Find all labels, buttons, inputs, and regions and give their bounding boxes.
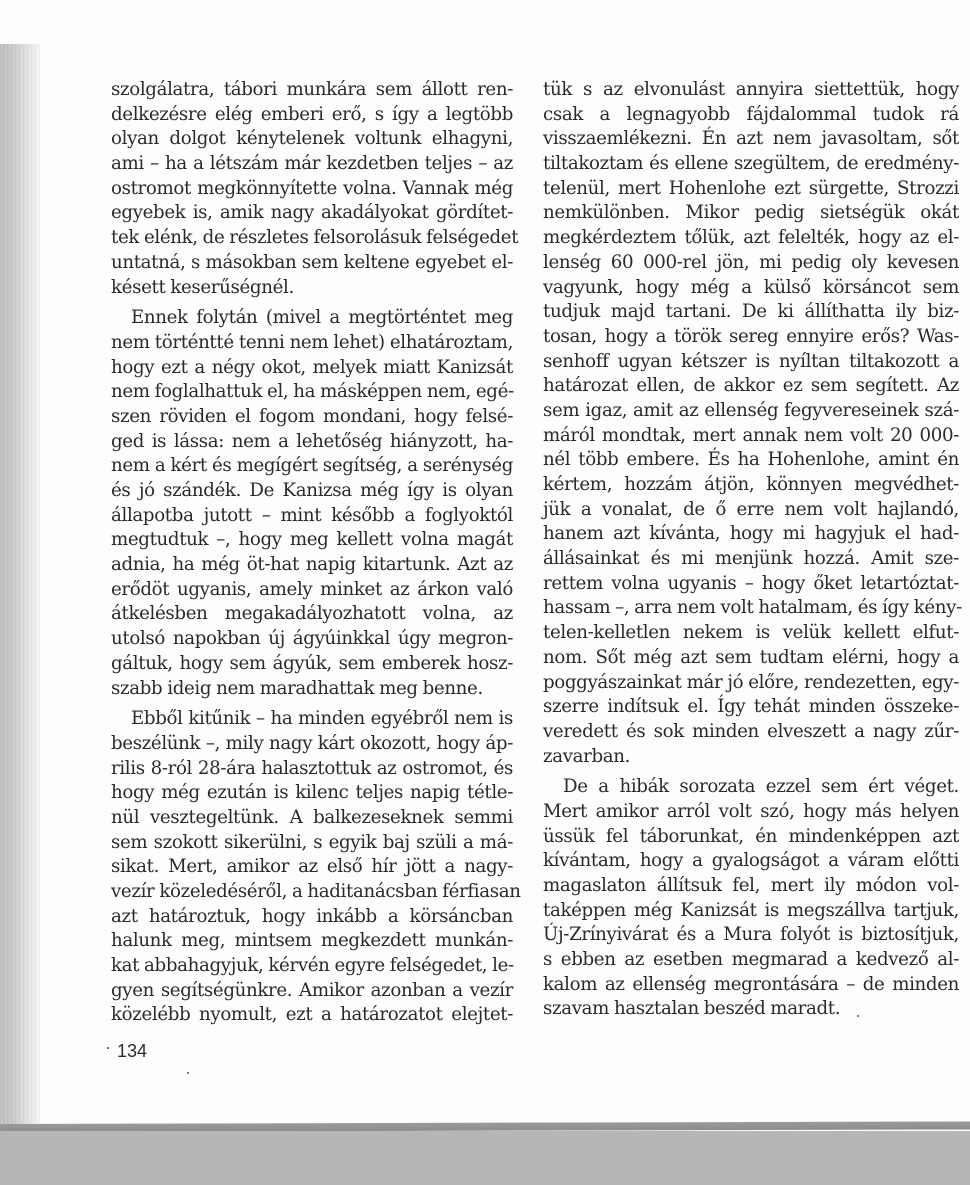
text-line: delkezésre elég emberi erő, s így a legtöbb — [111, 103, 513, 125]
text-line: De a hibák sorozata ezzel sem ért véget. — [563, 776, 959, 798]
paragraph — [111, 78, 519, 300]
text-line: rettem volna ugyanis – hogy őket letartóztat- — [543, 572, 959, 594]
text-line: telenül, mert Hohenlohe ezt sürgette, Strozzi — [543, 177, 959, 199]
text-line: telen-kelletlen nekem is velük kellett elfut- — [543, 622, 959, 644]
text-line: kat abbahagyjuk, kérvén egyre felségedet, le- — [111, 955, 514, 977]
text-line: nem foglalhattuk el, ha másképpen nem, egé- — [111, 381, 514, 403]
text-line: vagyunk, hogy még a külső körsáncot sem — [543, 276, 959, 298]
text-line: közelébb nyomult, ezt a határozatot elejtet- — [111, 1004, 513, 1026]
text-line: Mert amikor arról volt szó, hogy más helyen — [543, 800, 959, 822]
text-line: Ennek folytán (mivel a megtörténtet meg — [131, 307, 513, 329]
text-line: csak a legnagyobb fájdalommal tudok rá — [543, 103, 959, 125]
text-line: nemkülönben. Mikor pedig sietségük okát — [543, 202, 959, 224]
text-line: nem a kért és megígért segítség, a serénység — [111, 455, 513, 477]
paragraph — [111, 306, 513, 701]
text-line: senhoff ugyan kétszer is nyíltan tiltakozott a — [543, 350, 959, 372]
text-line: és jó szándék. De Kanizsa még így is olyan — [111, 480, 513, 501]
text-line: szabb ideig nem maradhattak meg benne. — [111, 677, 483, 699]
text-line: hanem azt kívánta, hogy mi hagyjuk el had- — [543, 523, 959, 545]
text-line: beszélünk –, mily nagy kárt okozott, hogy áp- — [111, 732, 513, 754]
text-line: szerre indítsuk el. Így tehát minden összeke- — [543, 696, 959, 718]
text-line: kívántam, hogy a gyalogságot a váram előtti — [543, 850, 959, 872]
book-gutter-shadow — [0, 44, 40, 1129]
paragraph — [543, 775, 959, 1022]
text-line: nem történtté tenni nem lehet) elhatároztam, — [111, 331, 513, 353]
text-line: tudjuk majd tartani. De ki állíthatta ily biz- — [543, 301, 959, 323]
text-line: szolgálatra, tábori munkára sem állott ren- — [111, 79, 513, 100]
text-line: megkérdeztem tőlük, azt felelték, hogy az el- — [543, 227, 959, 249]
text-line: tosan, hogy a török sereg ennyire erős? Was- — [543, 325, 959, 347]
text-line: sem szokott sikerülni, s egyik baj szüli a má- — [111, 831, 513, 853]
text-line: taképpen még Kanizsát is megszállva tartjuk, — [543, 899, 959, 921]
text-line: Új-Zrínyivárat és a Mura folyót is biztosítjuk, — [543, 924, 959, 946]
scan-speck — [107, 1047, 109, 1049]
text-line: állapotba jutott – mint később a foglyoktól — [111, 504, 513, 526]
text-line: ged is lássa: nem a lehetőség hiányzott, ha- — [111, 430, 513, 452]
text-line: rilis 8-ról 28-ára halasztottuk az ostromot, és — [111, 757, 513, 779]
text-line: ostromot megkönnyítette volna. Vannak még — [111, 177, 513, 199]
text-line: átkelésben megakadályozhatott volna, az — [111, 603, 513, 625]
text-line: veredett és sok minden elveszett a nagy zűr- — [543, 720, 959, 742]
text-line: azt határoztuk, hogy inkább a körsáncban — [111, 905, 513, 927]
scan-speck — [187, 1072, 189, 1074]
text-line: magaslaton állítsuk fel, mert ily módon vol- — [543, 875, 959, 896]
text-line: lenség 60 000-rel jön, mi pedig oly kevesen — [543, 251, 959, 273]
text-line: nül vesztegeltünk. A balkezeseknek semmi — [111, 806, 513, 828]
text-line: szen röviden el fogom mondani, hogy felsé- — [111, 405, 513, 427]
text-line: erődöt ugyanis, amely minket az árkon való — [111, 578, 513, 600]
paragraph — [543, 78, 962, 769]
text-line: s ebben az esetben megmarad a kedvező al- — [543, 949, 959, 971]
text-line: nél több embere. És ha Hohenlohe, amint én — [543, 449, 959, 471]
text-line: poggyászainkat már jó előre, rendezetten, egy- — [543, 671, 959, 693]
text-line: hogy ezt a négy okot, melyek miatt Kanizsát — [111, 356, 513, 378]
text-line: tek elénk, de részletes felsorolásuk felségedet — [111, 227, 519, 249]
text-line: késett keserűségnél. — [111, 276, 294, 298]
text-line: máról mondtak, mert annak nem volt 20 000- — [543, 424, 959, 446]
page-number: 134 — [117, 1041, 148, 1061]
text-line: sem igaz, amit az ellenség fegyvereseinek szá- — [543, 399, 959, 421]
text-line: szavam hasztalan beszéd maradt. — [543, 998, 841, 1020]
text-line: üssük fel táborunkat, én mindenképpen azt — [543, 825, 959, 847]
text-line: ami – ha a létszám már kezdetben teljes – az — [111, 153, 513, 175]
text-line: állásainkat és mi menjünk hozzá. Amit sze- — [543, 548, 959, 570]
text-line: jük a vonalat, de ő erre nem volt hajlandó, — [543, 498, 959, 520]
text-line: gáltuk, hogy sem ágyúk, sem emberek hosz- — [111, 652, 513, 674]
text-line: tiltakoztam és ellene szegültem, de eredmény- — [543, 153, 959, 175]
text-line: adnia, ha még öt-hat napig kitartunk. Azt az — [111, 554, 513, 576]
text-line: hogy még ezután is kilenc teljes napig tétle- — [111, 782, 513, 804]
scan-speck — [857, 1015, 859, 1017]
text-line: nom. Sőt még azt sem tudtam elérni, hogy a — [543, 646, 959, 668]
text-line: olyan dolgot kénytelenek voltunk elhagyni, — [111, 128, 513, 150]
text-line: kalom az ellenség megrontására – de minden — [543, 973, 959, 995]
text-line: visszaemlékezni. Én azt nem javasoltam, sőt — [543, 128, 959, 150]
text-line: egyebek is, amik nagy akadályokat gördítet- — [111, 202, 513, 224]
paragraph — [111, 707, 521, 1028]
text-line: hassam –, arra nem volt hatalmam, és így kény- — [543, 597, 962, 619]
text-line: határozat ellen, de akkor ez sem segített. Az — [543, 375, 959, 397]
text-line: kértem, hozzám átjön, könnyen megvédhet- — [543, 474, 959, 495]
right-text-column — [543, 78, 962, 1022]
text-line: vezír közeledéséről, a haditanácsban férfiasan — [111, 881, 521, 902]
text-line: gyen segítségünkre. Amikor azonban a vezír — [111, 979, 513, 1001]
text-line: untatná, s másokban sem keltene egyebet el- — [111, 251, 513, 273]
text-line: tük s az elvonulást annyira siettettük, hogy — [543, 79, 959, 100]
scan-background — [0, 1131, 970, 1185]
text-line: megtudtuk –, hogy meg kellett volna magát — [111, 529, 513, 551]
text-line: zavarban. — [543, 745, 631, 767]
text-line: utolsó napokban új ágyúinkkal úgy megron- — [111, 628, 513, 650]
text-line: sikat. Mert, amikor az első hír jött a nagy- — [111, 856, 513, 878]
left-text-column — [111, 78, 521, 1028]
text-line: Ebből kitűnik – ha minden egyébről nem is — [131, 708, 513, 730]
text-line: halunk meg, mintsem megkezdett munkán- — [111, 930, 513, 952]
